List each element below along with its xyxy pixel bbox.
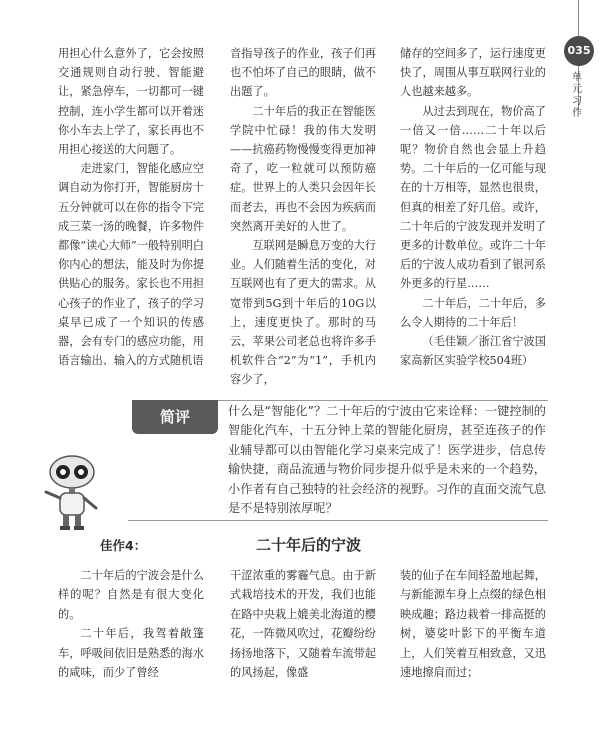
paragraph: 走进家门，智能化感应空调自动为你打开，智能厨房十五分钟就可以在你的指令下完成三菜一汤的晚餐，许多物件都像“读心大师”一般特别明白你内心的想法，能及时为你提供贴心的服务。家长也不用担心孩子的作业了，孩子的学习桌早已成了一个知识的传感器，会有专门的感应功能，用语言输出、输入的方式随机语 [58,162,204,368]
essay-title: 二十年后的宁波 [256,536,362,554]
review-tab [132,400,218,434]
article-column-1 [58,44,204,370]
unit-label: 单元习作 [572,72,582,119]
essay-column-2 [230,566,376,682]
author-signature: （毛佳颖／浙江省宁波国家高新区实验学校504班） [400,335,546,368]
review-text: 什么是“智能化”？二十年后的宁波由它来诠释：一键控制的智能化汽车，十五分钟上菜的智能化厨房，甚至连孩子的作业辅导都可以由智能化学习桌来完成了！医学进步，信息传输快捷，商品流通与物价同步提升似乎是未来的一个趋势，小作者有自己独特的社会经济的视野。习作的直面交流气息是不是特别浓厚呢？ [228,404,546,516]
paragraph: 二十年后，我驾着敞篷车，呼吸间依旧是熟悉的海水的咸味，而少了曾经 [58,627,204,680]
paragraph: 音指导孩子的作业，孩子们再也不怕坏了自己的眼睛，做不出题了。 [230,47,376,99]
paragraph: 二十年后，二十年后，多么令人期待的二十年后！ [400,296,546,329]
essay-column-1 [58,566,204,682]
paragraph: 互联网是瞬息万变的大行业。人们随着生活的变化，对互联网也有了更大的需求。从宽带到5G到十年后的10G以上，速度更快了。那时的马云，苹果公司老总也将许多手机软件合“2”为“1”，手机内容少了， [230,239,376,387]
article-column-3 [400,44,546,370]
robot-icon [36,452,108,530]
article-column-2 [230,44,376,390]
review-label: 简评 [159,408,190,426]
essay-columns [58,566,546,726]
paragraph: 二十年后的我正在智能医学院中忙碌！我的伟大发明——抗癌药物慢慢变得更加神奇了，吃一粒就可以预防癌症。世界上的人类只会因年长而老去，再也不会因为疾病而突然离开美好的人世了。 [230,104,376,233]
paragraph: 装的仙子在车间轻盈地起舞，与新能源车身上点缀的绿色相映成趣；路边栽着一排高挺的树，婆娑叶影下的平衡车道上，人们笑着互相致意，又迅速地擦肩而过； [400,569,546,680]
essay-label: 佳作4： [100,538,147,553]
side-bar [554,0,600,735]
review-bottom-rule [128,520,548,521]
page-number-badge: 035 [564,36,594,66]
paragraph: 干涩浓重的雾霾气息。由于新式栽培技术的开发，我们也能在路中央栽上媲美北海道的樱花，一阵微风吹过，花瓣纷纷扬扬地落下，又随着车流带起的风扬起，像盛 [230,569,376,680]
paragraph: 储存的空间多了，运行速度更快了，周围从事互联网行业的人也越来越多。 [400,47,546,99]
paragraph: 二十年后的宁波会是什么样的呢？自然是有很大变化的。 [58,569,204,621]
review-section [0,400,600,524]
paragraph: 从过去到现在，物价高了一倍又一倍……二十年以后呢？物价自然也会显上升趋势。二十年后的一亿可能与现在的十万相等，显然也很贵，但真的相差了好几倍。或许，二十年后的宁波发现并发明了更多的计数单位。或许二十年后的宁波人成功看到了银河系外更多的行星…… [400,104,546,291]
essay-column-3 [400,566,546,682]
paragraph: 用担心什么意外了，它会按照交通规则自动行驶、智能避让，紧急停车，一切都可一键控制，连小学生都可以开着迷你小车去上学了，家长再也不用担心接送的大问题了。 [58,47,204,157]
article-columns [58,44,546,399]
